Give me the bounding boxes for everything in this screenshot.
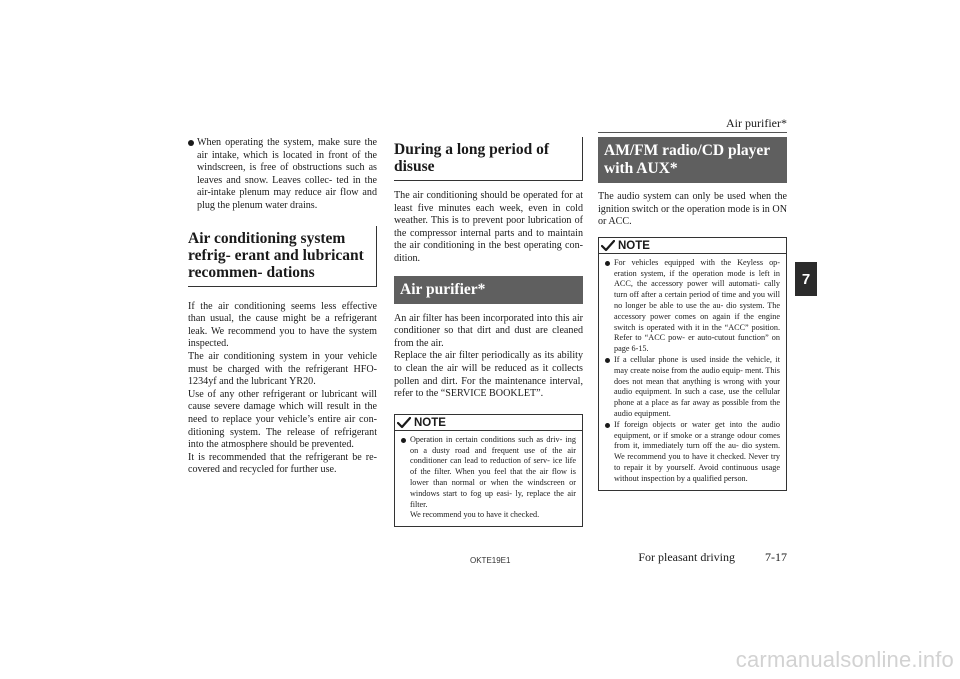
page-number: 7-17 bbox=[765, 550, 787, 564]
column-1 bbox=[188, 137, 377, 477]
document-code: OKTE19E1 bbox=[470, 556, 511, 565]
heading-disuse: During a long period of disuse bbox=[394, 137, 583, 181]
column-2 bbox=[394, 137, 583, 527]
bullet-air-intake bbox=[188, 137, 377, 213]
bullet-text: If foreign objects or water get into the audio equipment, or if smoke or a strange odour comes from it, immediately turn off the au- dio system. We recommend you to have it checked. Never try to repair it by yourself. Avoid continuous usage without inspection by a qualified person. bbox=[614, 419, 780, 483]
bullet-dot-icon bbox=[188, 137, 197, 150]
note-bullet bbox=[605, 355, 780, 420]
note-box bbox=[394, 414, 583, 527]
note-header bbox=[599, 238, 786, 254]
note-paragraph: We recommend you to have it checked. bbox=[410, 510, 540, 520]
header-title: Air purifier* bbox=[726, 116, 787, 130]
section-name: For pleasant driving bbox=[638, 550, 735, 564]
note-label: NOTE bbox=[414, 416, 446, 429]
header-rule bbox=[598, 132, 787, 133]
paragraph: The air conditioning system in your vehicle must be charged with the refrigerant HFO- 1234yf and the lubricant YR20. bbox=[188, 350, 377, 388]
bullet-text: For vehicles equipped with the Keyless op- eration system, if the operation mode is left in ACC, the accessory power will automati- cally turn off after a certain period of time and you will no longer be able to use the au- dio system. The accessory power comes on again if the engine switch is operated with it in the “ACC” position. Refer to “ACC pow- er auto-cutout function” on page 6-15. bbox=[614, 257, 780, 354]
note-bullet bbox=[605, 420, 780, 485]
chapter-tab[interactable]: 7 bbox=[795, 262, 817, 296]
column-3 bbox=[598, 137, 787, 491]
heading-audio: AM/FM radio/CD player with AUX* bbox=[598, 137, 787, 183]
note-check-icon bbox=[397, 417, 411, 429]
bullet-dot-icon bbox=[605, 420, 614, 431]
note-header bbox=[395, 415, 582, 431]
note-label: NOTE bbox=[618, 239, 650, 252]
paragraph: If the air conditioning seems less effective than usual, the cause might be a refrigerant leak. We recommend you to have the system inspected. bbox=[188, 300, 377, 350]
paragraph: The audio system can only be used when the ignition switch or the operation mode is in ON or ACC. bbox=[598, 191, 787, 228]
heading-air-purifier: Air purifier* bbox=[394, 276, 583, 304]
bullet-dot-icon bbox=[605, 258, 614, 269]
heading-refrigerant: Air conditioning system refrig- erant and lubricant recommen- dations bbox=[188, 226, 377, 287]
bullet-text: When operating the system, make sure the air intake, which is located in front of the windscreen, is free of obstructions such as leaves and snow. Leaves collec- ted in the air-intake plenum may reduce air flow and plug the plenum water drains. bbox=[197, 137, 377, 211]
bullet-text: Operation in certain conditions such as driv- ing on a dusty road and frequent use of the air conditioner can lead to reduction of serv- ice life of the filter. When you feel that the air flow is lower than normal or when the windscreen or windows start to fog up easi- ly, replace the air filter. bbox=[410, 434, 576, 509]
paragraph: Replace the air filter periodically as its ability to clean the air will be reduced as it collects pollen and dirt. For the maintenance interval, refer to the “SERVICE BOOKLET”. bbox=[394, 350, 583, 400]
bullet-text: If a cellular phone is used inside the vehicle, it may create noise from the audio equip- ment. This does not mean that anything is wrong with your audio equipment. In such a case, use the cellular phone at a place as far away as possible from the audio equipment. bbox=[614, 354, 780, 418]
note-bullet bbox=[605, 258, 780, 355]
paragraph: Use of any other refrigerant or lubricant will cause severe damage which will result in the need to replace your vehicle’s entire air con- ditioning system. The release of refrigerant into the atmosphere should be prevented. bbox=[188, 388, 377, 451]
note-bullet bbox=[401, 435, 576, 511]
note-box bbox=[598, 237, 787, 491]
paragraph: An air filter has been incorporated into this air conditioner so that dirt and dust are cleaned from the air. bbox=[394, 312, 583, 349]
page-footer bbox=[638, 550, 787, 565]
bullet-dot-icon bbox=[401, 435, 410, 446]
paragraph: It is recommended that the refrigerant be re- covered and recycled for further use. bbox=[188, 451, 377, 476]
note-check-icon bbox=[601, 240, 615, 252]
bullet-dot-icon bbox=[605, 355, 614, 366]
watermark: carmanualsonline.info bbox=[735, 647, 954, 672]
paragraph: The air conditioning should be operated for at least five minutes each week, even in cold weather. This is to prevent poor lubrication of the compressor internal parts and to maintain the air conditioning in the best operating con- dition. bbox=[394, 190, 583, 264]
